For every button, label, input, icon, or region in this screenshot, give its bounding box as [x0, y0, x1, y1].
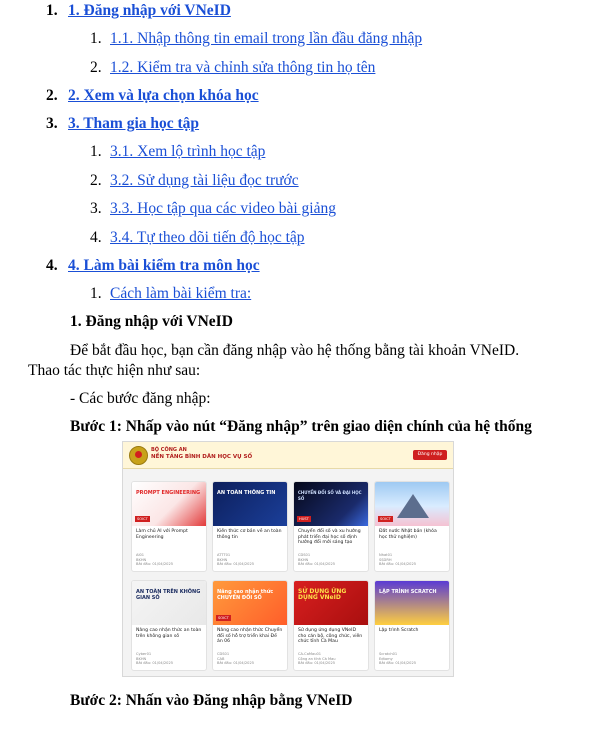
toc-item-2 [46, 87, 259, 105]
thumbnail-text: SỬ DỤNG ỨNG DỤNG VNeID [298, 588, 347, 601]
course-code: ATTT01 [217, 553, 231, 557]
toc-link-3-1[interactable]: 3.1. Xem lộ trình học tập [110, 143, 266, 160]
toc-link-3-3[interactable]: 3.3. Học tập qua các video bài giảng [110, 200, 336, 217]
toc-link-3[interactable]: 3. Tham gia học tập [68, 115, 200, 132]
toc-number: 2. [90, 59, 102, 76]
section-heading: 1. Đăng nhập với VNeID [70, 313, 233, 330]
toc-number: 4. [90, 229, 102, 246]
course-code: CDS01 [217, 652, 230, 656]
toc-number: 3. [46, 115, 58, 132]
course-start: Bắt đầu: 01/04/2025 [217, 661, 255, 666]
toc-item-1 [46, 2, 231, 20]
login-button[interactable]: Đăng nhập [413, 450, 447, 460]
course-title: Làm chủ AI với Prompt Engineering [136, 529, 188, 540]
course-title: Lập trình Scratch [379, 628, 419, 633]
toc-number: 1. [90, 285, 102, 302]
thumbnail-text: AN TOÀN THÔNG TIN [217, 490, 276, 496]
toc-item-1-1 [90, 30, 422, 48]
toc-number: 4. [46, 257, 58, 274]
course-thumbnail [375, 482, 449, 526]
toc-link-3-4[interactable]: 3.4. Tự theo dõi tiến độ học tập [110, 229, 305, 246]
toc-item-3-2 [90, 172, 299, 190]
police-emblem-icon [129, 446, 148, 465]
thumbnail-badge: SOICT [380, 517, 391, 521]
course-thumbnail [132, 581, 206, 625]
course-thumbnail [213, 581, 287, 625]
toc-item-3-1 [90, 143, 265, 161]
thumbnail-text: CHUYỂN ĐỔI SỐ VÀ ĐẠI HỌC SỐ [298, 490, 362, 501]
brand-ministry: BỘ CÔNG AN [151, 447, 187, 453]
course-title: Kiến thức cơ bản về an toàn thông tin [217, 529, 282, 540]
toc-item-3-3 [90, 200, 336, 218]
course-code: Nhat01 [379, 553, 393, 557]
course-card[interactable] [131, 580, 207, 671]
platform-header [123, 442, 453, 469]
course-title: Chuyển đổi số và xu hướng phát triển đại học số định hướng đổi mới sáng tạo [298, 529, 361, 546]
course-thumbnail [294, 482, 368, 526]
toc-link-1-1[interactable]: 1.1. Nhập thông tin email trong lần đầu đăng nhập [110, 30, 423, 47]
toc-item-3 [46, 115, 199, 133]
course-thumbnail [294, 581, 368, 625]
course-card[interactable] [212, 580, 288, 671]
toc-link-4-1[interactable]: Cách làm bài kiểm tra: [110, 285, 252, 302]
course-thumbnail [213, 482, 287, 526]
toc-number: 2. [90, 172, 102, 189]
course-code: Cyber01 [136, 652, 152, 656]
step-2: Bước 2: Nhấn vào Đăng nhập bằng VNeID [70, 692, 353, 709]
course-card[interactable] [374, 580, 450, 671]
toc-item-4 [46, 257, 260, 275]
steps-label: - Các bước đăng nhập: [70, 390, 211, 407]
course-code: Scratch01 [379, 652, 398, 656]
toc-link-1[interactable]: 1. Đăng nhập với VNeID [68, 2, 231, 19]
toc-link-3-2[interactable]: 3.2. Sử dụng tài liệu đọc trước [110, 172, 299, 189]
course-provider: SSDRH [379, 557, 392, 562]
course-start: Bắt đầu: 01/04/2025 [217, 562, 255, 567]
course-code: CA-CaMau01 [298, 652, 322, 656]
toc-number: 2. [46, 87, 58, 104]
toc-item-3-4 [90, 229, 305, 247]
thumbnail-badge: SOICT [218, 616, 229, 620]
course-start: Bắt đầu: 01/04/2025 [136, 661, 174, 666]
course-card[interactable] [293, 481, 369, 572]
mount-fuji-icon [397, 494, 429, 518]
course-code: AI01 [136, 553, 145, 557]
intro-line-1: Để bắt đầu học, bạn cần đăng nhập vào hệ thống bằng tài khoản VNeID. [70, 342, 520, 359]
toc-link-1-2[interactable]: 1.2. Kiểm tra và chỉnh sửa thông tin họ tên [110, 59, 376, 76]
course-card[interactable] [293, 580, 369, 671]
platform-screenshot [122, 441, 454, 677]
course-thumbnail [132, 482, 206, 526]
thumbnail-text: LẬP TRÌNH SCRATCH [379, 589, 437, 595]
course-provider: BKHN [136, 557, 147, 562]
course-start: Bắt đầu: 01/04/2025 [379, 562, 417, 567]
brand-platform-name: NỀN TẢNG BÌNH DÂN HỌC VỤ SỐ [151, 454, 253, 460]
course-provider: Công an tỉnh Cà Mau [298, 656, 336, 661]
thumbnail-badge: HUST [299, 517, 309, 521]
course-card[interactable] [374, 481, 450, 572]
course-start: Bắt đầu: 01/04/2025 [379, 661, 417, 666]
course-meta [379, 553, 446, 567]
step-1: Bước 1: Nhấp vào nút “Đăng nhập” trên giao diện chính của hệ thống [70, 418, 532, 435]
intro-line-2: Thao tác thực hiện như sau: [28, 362, 201, 379]
thumbnail-text: PROMPT ENGINEERING [136, 490, 201, 496]
toc-number: 1. [90, 30, 102, 47]
course-thumbnail [375, 581, 449, 625]
thumbnail-badge: SOICT [137, 517, 148, 521]
course-start: Bắt đầu: 01/04/2025 [136, 562, 174, 567]
course-card[interactable] [131, 481, 207, 572]
course-provider: BKHN [136, 656, 147, 661]
course-provider: BKHN [217, 557, 228, 562]
course-meta [379, 652, 446, 666]
thumbnail-text: AN TOÀN TRÊN KHÔNG GIAN SỐ [136, 589, 201, 601]
course-meta [217, 553, 284, 567]
course-title: Nâng cao nhận thức Chuyển đổi số hỗ trợ triển khai Đề án 06 [217, 628, 283, 645]
toc-item-4-1 [90, 285, 251, 303]
toc-item-1-2 [90, 59, 375, 77]
course-meta [217, 652, 284, 666]
course-title: Nâng cao nhận thức an toàn trên không gian số [136, 628, 202, 639]
course-provider: CAB [217, 656, 225, 661]
toc-number: 1. [46, 2, 58, 19]
course-title: Sử dụng ứng dụng VNeID cho cán bộ, công chức, viên chức tỉnh Cà Mau [298, 628, 363, 645]
course-code: CDS01 [298, 553, 311, 557]
course-card[interactable] [212, 481, 288, 572]
course-start: Bắt đầu: 01/04/2025 [298, 661, 336, 666]
course-start: Bắt đầu: 01/04/2025 [298, 562, 336, 567]
toc-link-2[interactable]: 2. Xem và lựa chọn khóa học [68, 87, 259, 104]
course-meta [298, 652, 365, 666]
toc-number: 1. [90, 143, 102, 160]
course-meta [136, 553, 203, 567]
course-title: Đất nước Nhật bản (khóa học thử nghiệm) [379, 529, 437, 540]
toc-link-4[interactable]: 4. Làm bài kiểm tra môn học [68, 257, 260, 274]
toc-number: 3. [90, 200, 102, 217]
course-meta [298, 553, 365, 567]
course-provider: BKHN [298, 557, 309, 562]
thumbnail-text: Nâng cao nhận thức CHUYỂN ĐỔI SỐ [217, 589, 274, 601]
course-meta [136, 652, 203, 666]
course-provider: Edtomy [379, 656, 393, 661]
